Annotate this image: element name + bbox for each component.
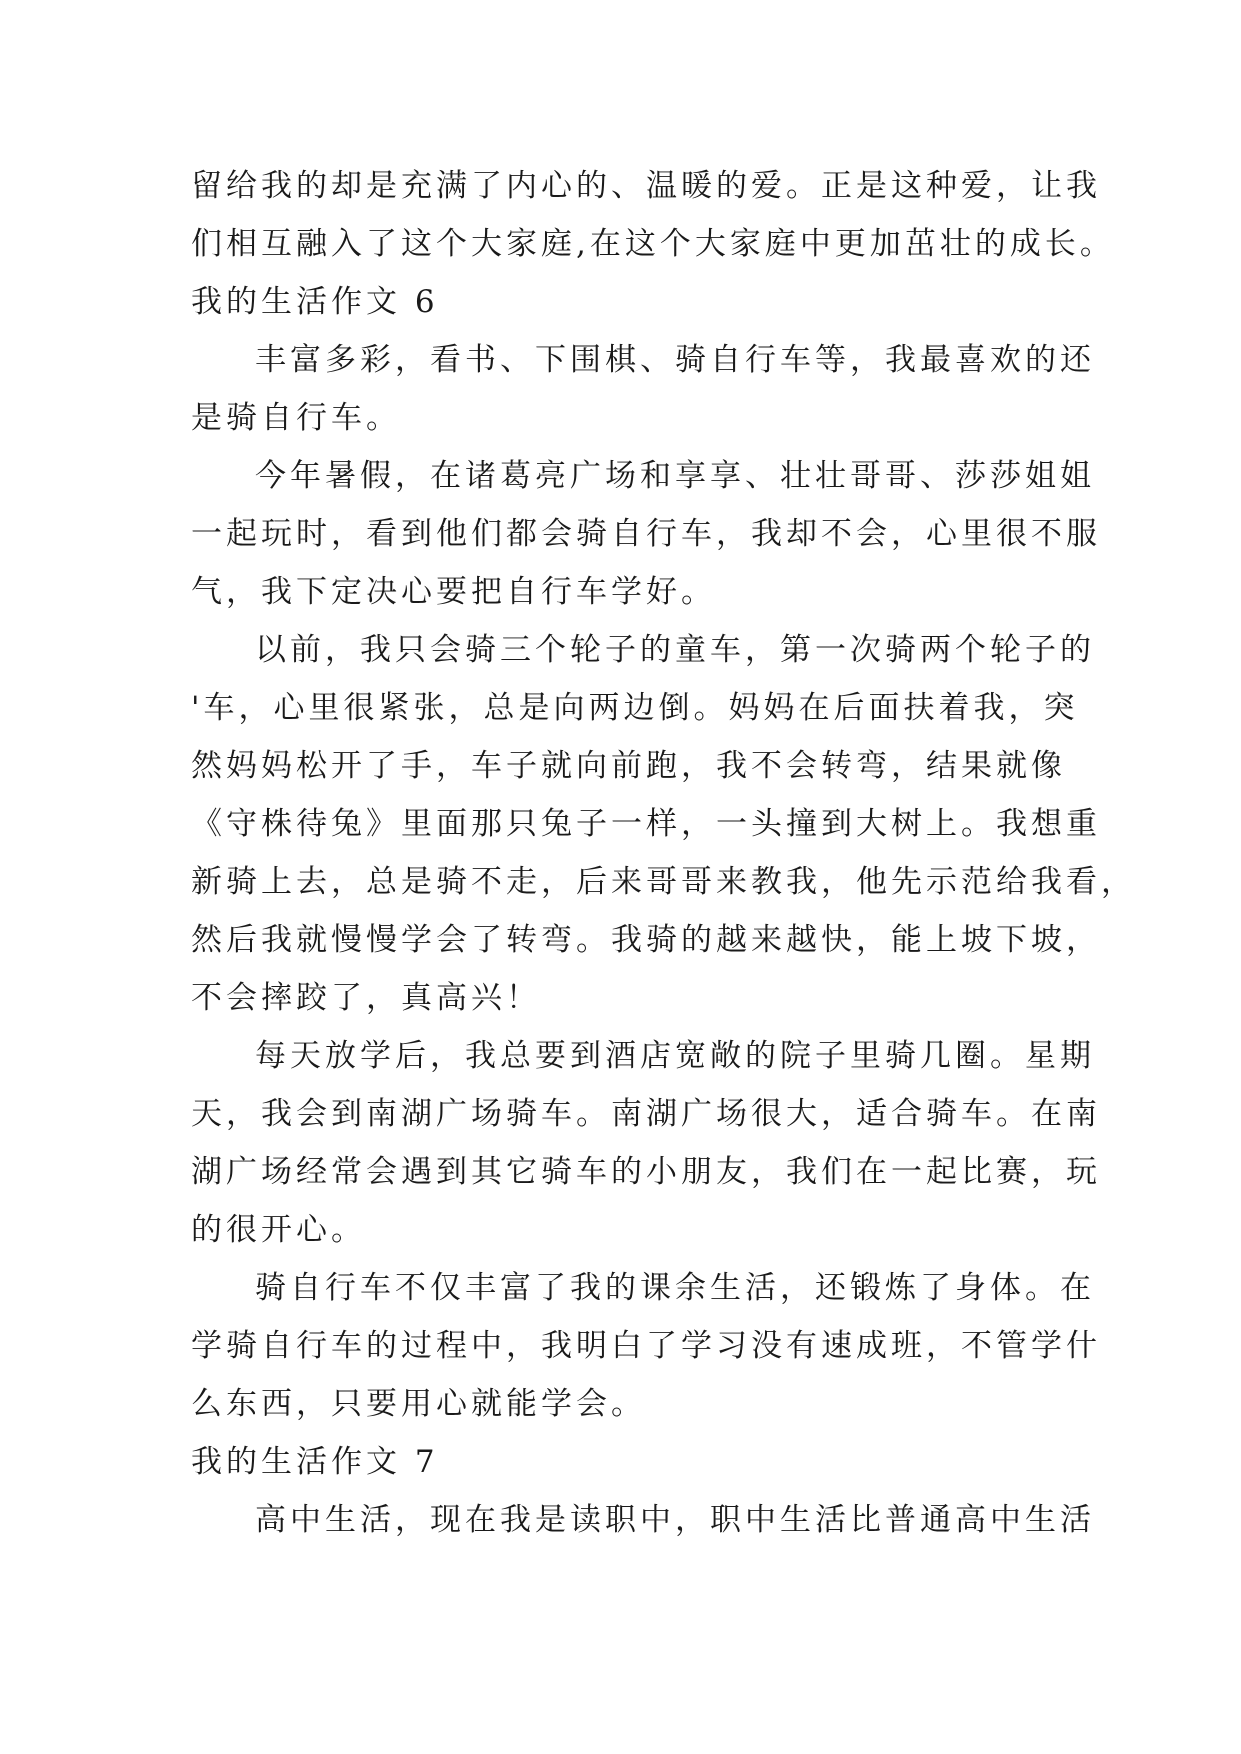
paragraph-line: 们相互融入了这个大家庭,在这个大家庭中更加茁壮的成长。 (191, 226, 1115, 262)
paragraph-line: 一起玩时，看到他们都会骑自行车，我却不会，心里很不服 (191, 516, 1101, 552)
paragraph-line: 新骑上去，总是骑不走，后来哥哥来教我，他先示范给我看， (191, 864, 1136, 900)
paragraph-line: 丰富多彩，看书、下围棋、骑自行车等，我最喜欢的还 (255, 342, 1095, 378)
paragraph-line: 然后我就慢慢学会了转弯。我骑的越来越快，能上坡下坡， (191, 922, 1101, 958)
paragraph-line: 《守株待兔》里面那只兔子一样，一头撞到大树上。我想重 (191, 806, 1101, 842)
paragraph-line: 湖广场经常会遇到其它骑车的小朋友，我们在一起比赛，玩 (191, 1154, 1101, 1190)
paragraph-line: 不会摔跤了，真高兴！ (191, 980, 541, 1016)
section-heading: 我的生活作文 6 (191, 284, 439, 320)
paragraph-line: '车，心里很紧张，总是向两边倒。妈妈在后面扶着我，突 (191, 690, 1079, 726)
paragraph-line: 是骑自行车。 (191, 400, 401, 436)
paragraph-line: 么东西，只要用心就能学会。 (191, 1386, 646, 1422)
paragraph-line: 天，我会到南湖广场骑车。南湖广场很大，适合骑车。在南 (191, 1096, 1101, 1132)
paragraph-line: 气，我下定决心要把自行车学好。 (191, 574, 716, 610)
paragraph-line: 以前，我只会骑三个轮子的童车，第一次骑两个轮子的 (255, 632, 1095, 668)
section-heading: 我的生活作文 7 (191, 1444, 439, 1480)
paragraph-line: 每天放学后，我总要到酒店宽敞的院子里骑几圈。星期 (255, 1038, 1095, 1074)
paragraph-line: 学骑自行车的过程中，我明白了学习没有速成班，不管学什 (191, 1328, 1101, 1364)
paragraph-line: 留给我的却是充满了内心的、温暖的爱。正是这种爱，让我 (191, 168, 1101, 204)
paragraph-line: 高中生活，现在我是读职中，职中生活比普通高中生活 (255, 1502, 1095, 1538)
paragraph-line: 的很开心。 (191, 1212, 366, 1248)
paragraph-line: 骑自行车不仅丰富了我的课余生活，还锻炼了身体。在 (255, 1270, 1095, 1306)
paragraph-line: 今年暑假，在诸葛亮广场和享享、壮壮哥哥、莎莎姐姐 (255, 458, 1095, 494)
paragraph-line: 然妈妈松开了手，车子就向前跑，我不会转弯，结果就像 (191, 748, 1066, 784)
